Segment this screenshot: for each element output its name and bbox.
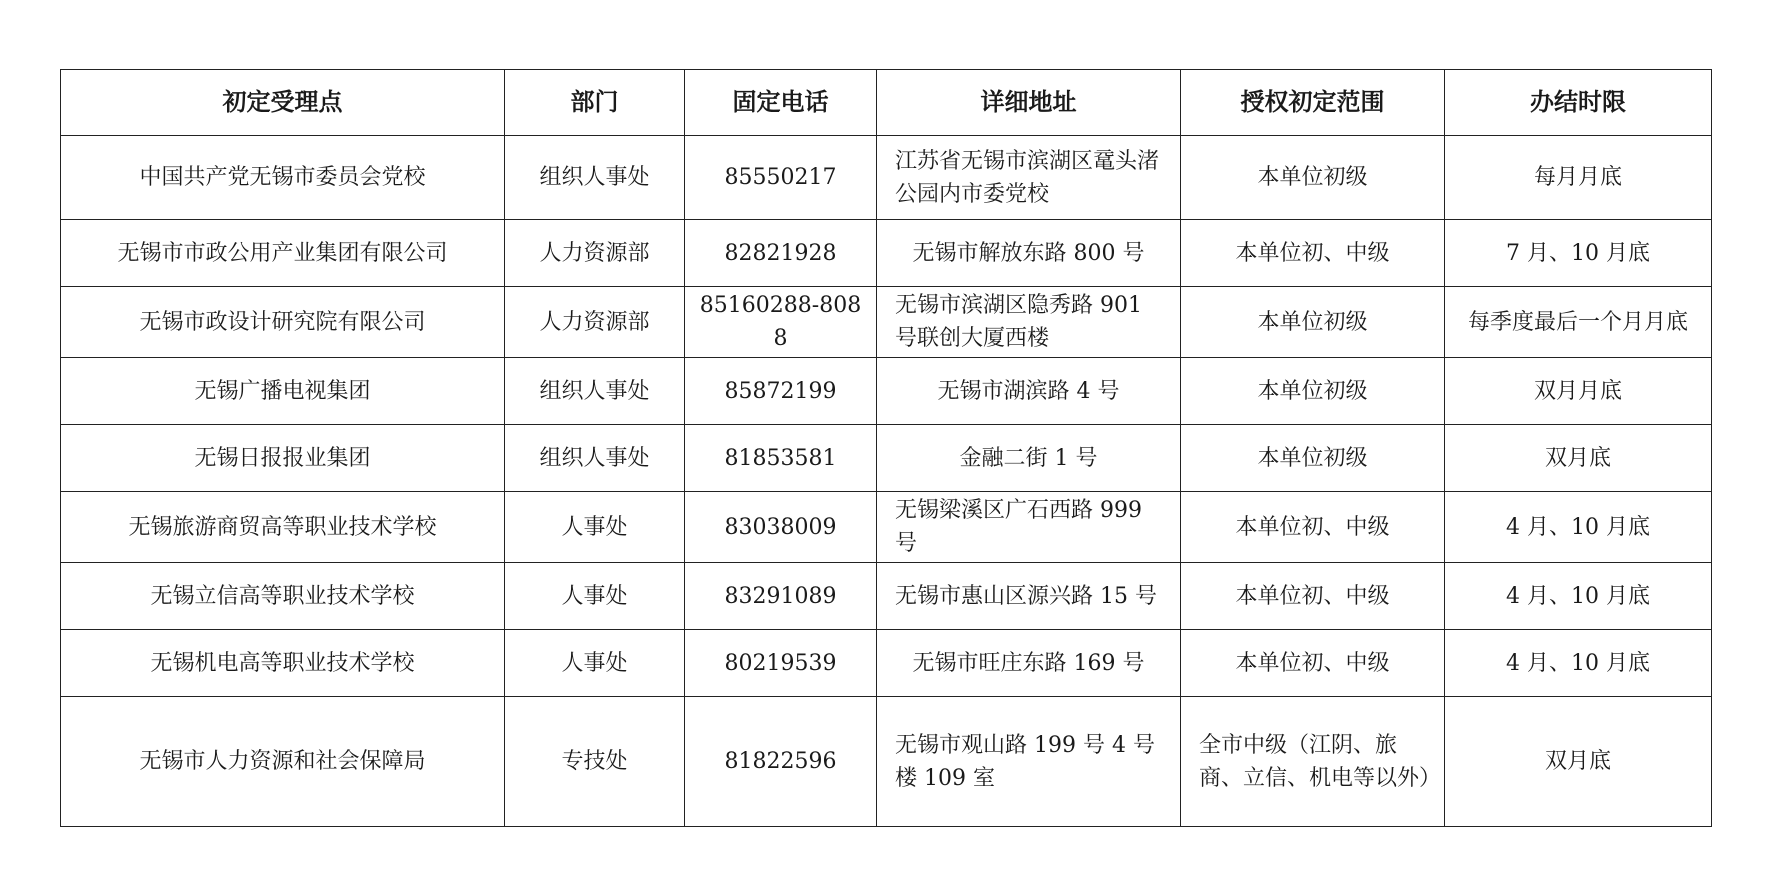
cell-deadline: 双月底 xyxy=(1445,697,1712,827)
cell-phone: 85872199 xyxy=(685,358,877,425)
table-header-row xyxy=(61,70,1712,136)
cell-scope: 本单位初、中级 xyxy=(1181,220,1445,287)
cell-phone: 85550217 xyxy=(685,136,877,220)
table-row xyxy=(61,425,1712,492)
cell-phone: 85160288-8088 xyxy=(685,287,877,358)
cell-phone: 81822596 xyxy=(685,697,877,827)
cell-address: 无锡市解放东路 800 号 xyxy=(877,220,1181,287)
cell-deadline: 每季度最后一个月月底 xyxy=(1445,287,1712,358)
cell-acceptance-point: 无锡市政设计研究院有限公司 xyxy=(61,287,505,358)
cell-department: 人事处 xyxy=(505,492,685,563)
table-row xyxy=(61,220,1712,287)
table-row xyxy=(61,492,1712,563)
cell-scope: 本单位初级 xyxy=(1181,358,1445,425)
cell-acceptance-point: 无锡市人力资源和社会保障局 xyxy=(61,697,505,827)
header-phone: 固定电话 xyxy=(685,70,877,136)
cell-acceptance-point: 无锡立信高等职业技术学校 xyxy=(61,563,505,630)
cell-deadline: 双月月底 xyxy=(1445,358,1712,425)
header-deadline: 办结时限 xyxy=(1445,70,1712,136)
cell-scope: 本单位初级 xyxy=(1181,425,1445,492)
cell-address: 无锡市旺庄东路 169 号 xyxy=(877,630,1181,697)
cell-department: 人力资源部 xyxy=(505,220,685,287)
cell-acceptance-point: 无锡机电高等职业技术学校 xyxy=(61,630,505,697)
table-row xyxy=(61,358,1712,425)
cell-acceptance-point: 无锡市市政公用产业集团有限公司 xyxy=(61,220,505,287)
cell-deadline: 每月月底 xyxy=(1445,136,1712,220)
header-address: 详细地址 xyxy=(877,70,1181,136)
cell-scope: 本单位初、中级 xyxy=(1181,563,1445,630)
cell-deadline: 4 月、10 月底 xyxy=(1445,492,1712,563)
cell-department: 人力资源部 xyxy=(505,287,685,358)
cell-acceptance-point: 无锡旅游商贸高等职业技术学校 xyxy=(61,492,505,563)
cell-address: 无锡梁溪区广石西路 999 号 xyxy=(877,492,1181,563)
cell-deadline: 4 月、10 月底 xyxy=(1445,630,1712,697)
table-row xyxy=(61,287,1712,358)
cell-address: 无锡市湖滨路 4 号 xyxy=(877,358,1181,425)
cell-department: 组织人事处 xyxy=(505,136,685,220)
cell-address: 无锡市滨湖区隐秀路 901 号联创大厦西楼 xyxy=(877,287,1181,358)
cell-deadline: 4 月、10 月底 xyxy=(1445,563,1712,630)
cell-address: 无锡市惠山区源兴路 15 号 xyxy=(877,563,1181,630)
cell-acceptance-point: 无锡广播电视集团 xyxy=(61,358,505,425)
header-acceptance-point: 初定受理点 xyxy=(61,70,505,136)
cell-address: 金融二街 1 号 xyxy=(877,425,1181,492)
table-row xyxy=(61,697,1712,827)
cell-acceptance-point: 中国共产党无锡市委员会党校 xyxy=(61,136,505,220)
acceptance-points-table xyxy=(60,69,1712,827)
cell-scope: 本单位初级 xyxy=(1181,287,1445,358)
cell-phone: 83291089 xyxy=(685,563,877,630)
cell-phone: 81853581 xyxy=(685,425,877,492)
cell-deadline: 双月底 xyxy=(1445,425,1712,492)
cell-phone: 83038009 xyxy=(685,492,877,563)
cell-scope: 本单位初、中级 xyxy=(1181,630,1445,697)
table-row xyxy=(61,630,1712,697)
header-department: 部门 xyxy=(505,70,685,136)
cell-phone: 82821928 xyxy=(685,220,877,287)
cell-deadline: 7 月、10 月底 xyxy=(1445,220,1712,287)
cell-address: 无锡市观山路 199 号 4 号楼 109 室 xyxy=(877,697,1181,827)
cell-department: 组织人事处 xyxy=(505,358,685,425)
cell-scope: 本单位初、中级 xyxy=(1181,492,1445,563)
table-row xyxy=(61,563,1712,630)
header-scope: 授权初定范围 xyxy=(1181,70,1445,136)
cell-department: 人事处 xyxy=(505,630,685,697)
cell-scope: 全市中级（江阴、旅商、立信、机电等以外） xyxy=(1181,697,1445,827)
cell-department: 人事处 xyxy=(505,563,685,630)
cell-address: 江苏省无锡市滨湖区鼋头渚公园内市委党校 xyxy=(877,136,1181,220)
table-row xyxy=(61,136,1712,220)
cell-phone: 80219539 xyxy=(685,630,877,697)
cell-acceptance-point: 无锡日报报业集团 xyxy=(61,425,505,492)
cell-department: 专技处 xyxy=(505,697,685,827)
cell-department: 组织人事处 xyxy=(505,425,685,492)
cell-scope: 本单位初级 xyxy=(1181,136,1445,220)
